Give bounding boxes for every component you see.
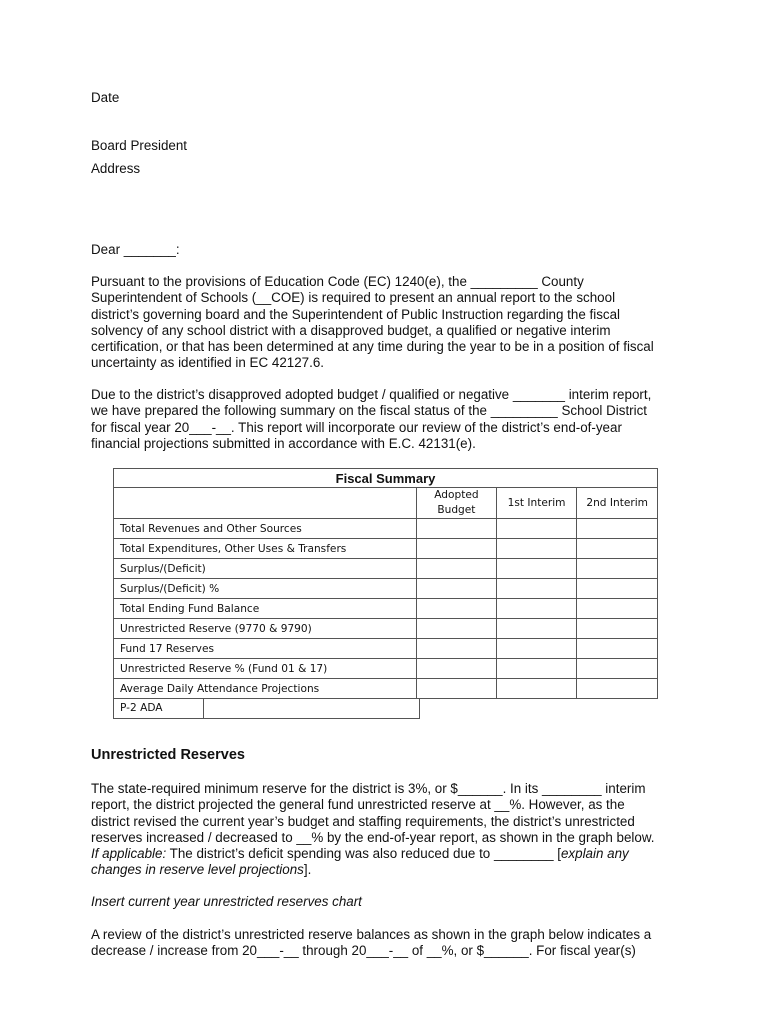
table-cell [417,579,497,599]
table-row [114,579,658,599]
table-row [114,559,658,579]
row-label: Total Ending Fund Balance [114,599,417,619]
para-line: we have prepared the following summary on the fiscal status of the _________ School District [91,403,648,419]
salutation-line: Dear _______: [91,242,180,257]
fiscal-summary-grid [113,487,658,699]
intro-paragraph [91,274,691,372]
applicable-text: The district’s deficit spending was also reduced due to ________ [ [166,846,561,862]
para-line: Due to the district’s disapproved adopted budget / qualified or negative _______ interim report, [91,387,652,402]
para-line: reserves increased / decreased to __% by the end-of-year report, as shown in the graph below. [91,829,655,845]
row-label: Average Daily Attendance Projections [114,679,417,699]
table-cell [417,619,497,639]
table-row [114,679,658,699]
para-line: Superintendent of Schools (__COE) is required to present an annual report to the school [91,290,616,306]
table-cell [417,539,497,559]
table-cell [577,539,658,559]
para-line [91,862,691,878]
row-label: Unrestricted Reserve % (Fund 01 & 17) [114,659,417,679]
chart-note: Insert current year unrestricted reserves chart [91,894,362,909]
table-cell [577,659,658,679]
table-row [114,539,658,559]
table-cell [417,659,497,679]
applicable-line2-end: ]. [303,862,312,878]
table-cell [417,559,497,579]
date-line: Date [91,90,120,105]
header-blank-cell [114,488,417,519]
table-cell [496,639,577,659]
para-line: uncertainty as identified in EC 42127.6. [91,355,324,371]
column-header-second-interim: 2nd Interim [577,488,658,519]
reserves-paragraph [91,781,691,879]
row-label: Fund 17 Reserves [114,639,417,659]
column-header-first-interim: 1st Interim [496,488,577,519]
table-row [114,619,658,639]
table-row [114,639,658,659]
para-line: for fiscal year 20___-__. This report will incorporate our review of the district’s end-of-year [91,419,622,435]
row-label: Surplus/(Deficit) % [114,579,417,599]
table-cell [417,679,497,699]
applicable-label: If applicable: [91,846,167,862]
table-row [114,659,658,679]
ada-divider [203,699,204,718]
row-label: Total Expenditures, Other Uses & Transfers [114,539,417,559]
table-cell [496,659,577,679]
table-cell [577,679,658,699]
applicable-italic: explain any [560,846,629,862]
review-paragraph [91,927,691,960]
table-cell [417,519,497,539]
table-row [114,599,658,619]
address-line: Address [91,161,141,176]
table-cell [496,539,577,559]
ada-row [113,698,420,719]
table-cell [496,579,577,599]
para-line: A review of the district’s unrestricted reserve balances as shown in the graph below indicates a [91,927,652,942]
recipient-line: Board President [91,138,188,153]
table-cell [496,519,577,539]
para-line: district revised the current year’s budget and staffing requirements, the district’s unrestricted [91,813,635,829]
para-line: Pursuant to the provisions of Education Code (EC) 1240(e), the _________ County [91,274,584,289]
row-label: Unrestricted Reserve (9770 & 9790) [114,619,417,639]
column-header-adopted: Adopted Budget [417,488,497,519]
para-line [91,846,691,862]
reserves-heading: Unrestricted Reserves [91,747,245,763]
para-line: solvency of any school district with a disapproved budget, a qualified or negative interim [91,322,611,338]
table-cell [577,639,658,659]
fiscal-summary-title: Fiscal Summary [113,468,658,488]
para-line: The state-required minimum reserve for the district is 3%, or $______. In its ________ interim [91,781,646,796]
applicable-line2-italic: changes in reserve level projections [91,862,304,878]
para-line: certification, or that has been determined at any time during the year to be in a position of fiscal [91,339,654,355]
table-cell [577,579,658,599]
row-label: Total Revenues and Other Sources [114,519,417,539]
para-line: report, the district projected the general fund unrestricted reserve at __%. However, as the [91,797,625,813]
row-label: Surplus/(Deficit) [114,559,417,579]
table-cell [417,599,497,619]
table-cell [496,619,577,639]
table-cell [577,599,658,619]
para-line: decrease / increase from 20___-__ through 20___-__ of __%, or $______. For fiscal year(s) [91,943,636,959]
ada-label: P-2 ADA [120,702,163,714]
table-cell [577,559,658,579]
para-line: district’s governing board and the Superintendent of Public Instruction regarding the fiscal [91,306,621,322]
para-line: financial projections submitted in accordance with E.C. 42131(e). [91,435,476,451]
table-cell [417,639,497,659]
table-cell [577,619,658,639]
table-cell [496,599,577,619]
table-row [114,519,658,539]
table-cell [496,559,577,579]
summary-intro-paragraph [91,387,691,452]
table-cell [577,519,658,539]
table-header-row [114,488,658,519]
table-cell [496,679,577,699]
